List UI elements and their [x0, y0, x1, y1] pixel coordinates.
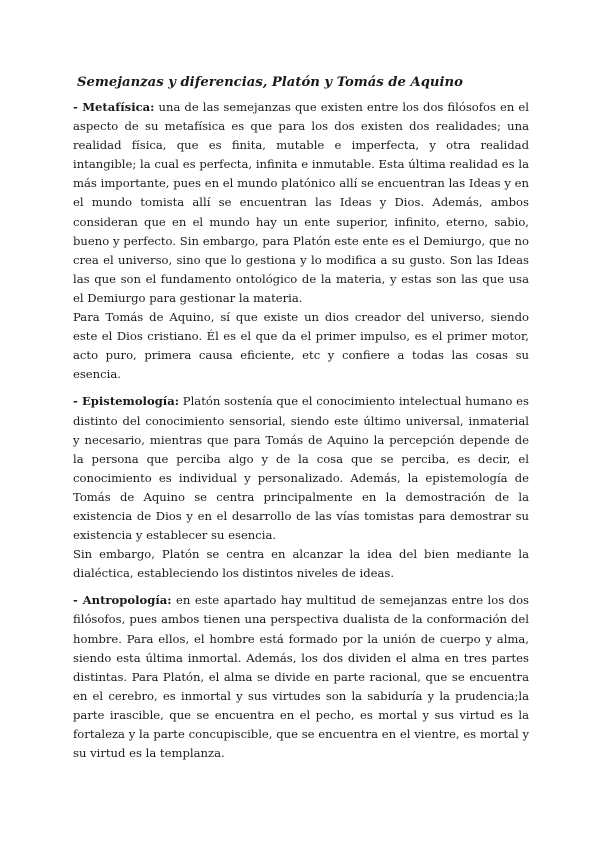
section-term: - Metafísica:: [73, 100, 155, 114]
section-antropologia: [73, 591, 529, 763]
document-title: Semejanzas y diferencias, Platón y Tomás de Aquino: [77, 75, 463, 90]
document-page: [73, 72, 529, 763]
section-term: - Epistemología:: [73, 394, 179, 409]
section-followup: Sin embargo, Platón se centra en alcanzar la idea del bien mediante la dialéctica, estableciendo los distintos niveles de ideas.: [73, 547, 529, 581]
section-text: en este apartado hay multitud de semejanzas entre los dos filósofos, pues ambos tienen una perspectiva dualista de la conformación del hombre. Para ellos, el hombre está formado por la unión de cuerpo y alma, siendo esta última inmortal. Además, los dos dividen el alma en tres partes distintas. Para Platón, el alma se divide en parte racional, que se encuentra en el cerebro, es inmortal y sus virtudes son la sabiduría y la prudencia;la parte irascible, que se encuentra en el pecho, es mortal y sus virtud es la fortaleza y la parte concupiscible, que se encuentra en el vientre, es mortal y su virtud es la templanza.: [73, 593, 530, 761]
section-text: una de las semejanzas que existen entre los dos filósofos en el aspecto de su metafísica es que para los dos existen dos realidades; una realidad física, que es finita, mutable e imperfecta, y otra realidad intangible; la cual es perfecta, infinita e inmutable. Esta última realidad es la más importante, pues en el mundo platónico allí se encuentran las Ideas y en el mundo tomista allí se encuentran las Ideas y Dios. Además, ambos consideran que en el mundo hay un ente superior, infinito, eterno, sabio, bueno y perfecto. Sin embargo, para Platón este ente es el Demiurgo, que no crea el universo, sino que lo gestiona y lo modifica a su gusto. Son las Ideas las que son el fundamento ontológico de la materia, y estas son las que usa el Demiurgo para gestionar la materia.: [73, 100, 529, 305]
section-followup: Para Tomás de Aquino, sí que existe un dios creador del universo, siendo este el Dios cristiano. Él es el que da el primer impulso, es el primer motor, acto puro, primera causa eficiente, etc y confiere a todas las cosas su esencia.: [73, 310, 529, 382]
section-term: - Antropología:: [73, 593, 172, 608]
section-text: Platón sostenía que el conocimiento intelectual humano es distinto del conocimiento sensorial, siendo este último universal, inmaterial y necesario, mientras que para Tomás de Aquino la percepción depende de la persona que perciba algo y de la cosa que se perciba, es decir, el conocimiento es individual y personalizado. Además, la epistemología de Tomás de Aquino se centra principalmente en la demostración de la existencia de Dios y en el desarrollo de las vías tomistas para demostrar su existencia y establecer su esencia.: [73, 394, 529, 543]
section-metafisica: [73, 98, 529, 308]
section-epistemologia: [73, 392, 529, 545]
